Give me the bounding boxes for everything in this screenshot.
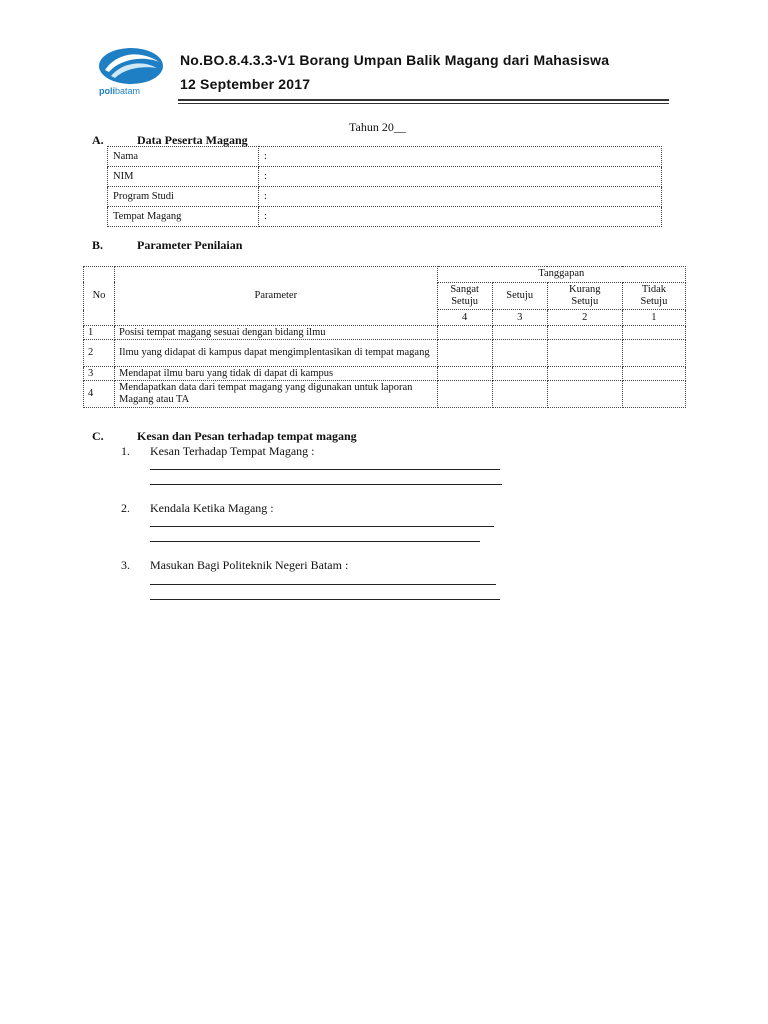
field-value-tempat-magang[interactable] [259,207,662,227]
field-value-program-studi[interactable] [259,187,662,207]
table-row [108,187,662,207]
response-cell[interactable] [547,381,622,408]
polibatam-logo-icon [97,46,165,86]
row-parameter: Ilmu yang didapat di kampus dapat mengimplentasikan di tempat magang [115,340,438,367]
table-row [108,207,662,227]
answer-line[interactable] [150,584,496,585]
item-label-masukan: Masukan Bagi Politeknik Negeri Batam : [150,558,349,572]
response-header-tidak-setuju: Tidak Setuju [622,282,685,310]
logo [97,46,165,98]
assessment-table [83,266,686,408]
row-parameter: Mendapat ilmu baru yang tidak di dapat di kampus [115,367,438,381]
response-header-sangat-setuju: Sangat Setuju [437,282,492,310]
header-rule [178,99,669,101]
score-2: 2 [547,310,622,326]
item-number: 1. [121,444,130,458]
response-cell[interactable] [492,340,547,367]
table-row [84,367,686,381]
response-cell[interactable] [622,340,685,367]
table-row [84,340,686,367]
response-cell[interactable] [547,367,622,381]
field-value-nama[interactable] [259,147,662,167]
col-header-parameter: Parameter [115,267,438,326]
table-row [108,147,662,167]
field-label-program-studi: Program Studi [108,187,259,207]
answer-line[interactable] [150,599,500,600]
year-label: Tahun 20__ [349,120,406,134]
field-label-tempat-magang: Tempat Magang [108,207,259,227]
document-date: 12 September 2017 [180,76,311,92]
row-parameter: Mendapatkan data dari tempat magang yang digunakan untuk laporan Magang atau TA [115,381,438,408]
response-cell[interactable] [437,340,492,367]
section-c-letter: C. [92,429,104,443]
field-separator: : [264,171,267,182]
row-no: 3 [84,367,115,381]
participant-data-table [107,146,662,227]
logo-text-batam: batam [115,86,141,96]
section-a-letter: A. [92,133,104,147]
document-title: No.BO.8.4.3.3-V1 Borang Umpan Balik Magang dari Mahasiswa [180,52,610,68]
response-cell[interactable] [622,381,685,408]
col-header-tanggapan: Tanggapan [437,267,685,283]
answer-line[interactable] [150,469,500,470]
score-1: 1 [622,310,685,326]
item-number: 3. [121,558,130,572]
item-label-kesan: Kesan Terhadap Tempat Magang : [150,444,315,458]
response-cell[interactable] [547,326,622,340]
table-row [84,381,686,408]
response-cell[interactable] [622,367,685,381]
table-header-row [84,267,686,283]
response-cell[interactable] [492,367,547,381]
field-separator: : [264,151,267,162]
response-cell[interactable] [437,381,492,408]
field-label-nama: Nama [108,147,259,167]
item-label-kendala: Kendala Ketika Magang : [150,501,274,515]
answer-line[interactable] [150,541,480,542]
item-number: 2. [121,501,130,515]
response-header-setuju: Setuju [492,282,547,310]
section-b-title: Parameter Penilaian [137,238,243,252]
field-separator: : [264,191,267,202]
col-header-no: No [84,267,115,326]
response-cell[interactable] [437,326,492,340]
field-label-nim: NIM [108,167,259,187]
response-cell[interactable] [547,340,622,367]
table-row [84,326,686,340]
answer-line[interactable] [150,484,502,485]
response-cell[interactable] [492,326,547,340]
field-separator: : [264,211,267,222]
table-row [108,167,662,187]
row-no: 4 [84,381,115,408]
field-value-nim[interactable] [259,167,662,187]
row-no: 1 [84,326,115,340]
response-cell[interactable] [622,326,685,340]
section-a-title: Data Peserta Magang [137,133,248,147]
score-4: 4 [437,310,492,326]
response-cell[interactable] [492,381,547,408]
response-cell[interactable] [437,367,492,381]
section-b-letter: B. [92,238,104,252]
answer-line[interactable] [150,526,494,527]
section-c-title: Kesan dan Pesan terhadap tempat magang [137,429,357,443]
logo-text-poli: poli [99,86,115,96]
response-header-kurang-setuju: Kurang Setuju [547,282,622,310]
row-parameter: Posisi tempat magang sesuai dengan bidang ilmu [115,326,438,340]
header-rule-thin [178,103,669,104]
row-no: 2 [84,340,115,367]
score-3: 3 [492,310,547,326]
